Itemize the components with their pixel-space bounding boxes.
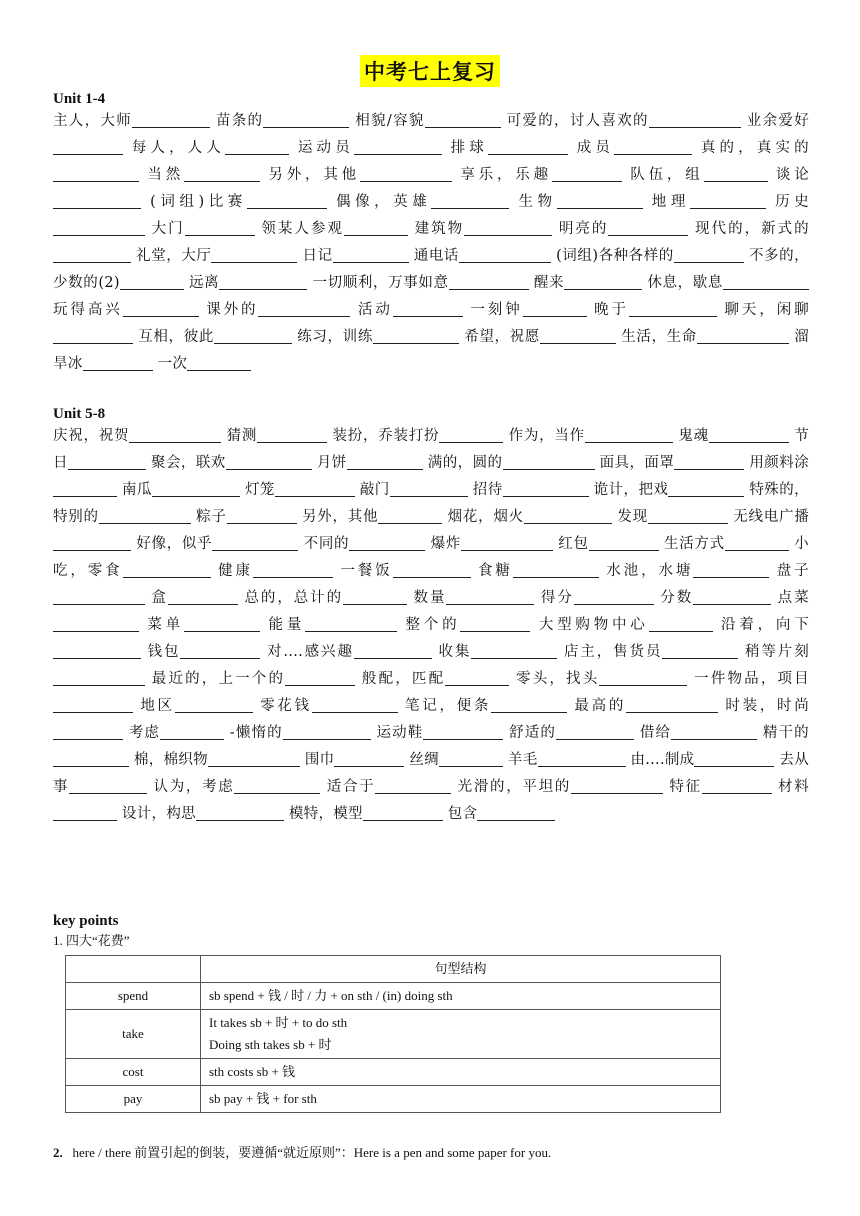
fill-in-blank[interactable] [557, 192, 643, 209]
fill-in-blank[interactable] [258, 300, 350, 317]
vocab-term: 业余爱好 [746, 113, 809, 129]
fill-in-blank[interactable] [334, 750, 404, 767]
vocab-term: 队伍，组 [630, 167, 704, 183]
fill-in-blank[interactable] [524, 507, 612, 524]
fill-in-blank[interactable] [68, 453, 146, 470]
fill-in-blank[interactable] [540, 327, 616, 344]
fill-in-blank[interactable] [123, 300, 199, 317]
vocab-term: 时装，时尚 [725, 698, 809, 714]
vocab-term: 玩得高兴 [53, 302, 123, 318]
verb-cell: pay [66, 1086, 201, 1113]
key-points-section [53, 912, 809, 949]
fill-in-blank[interactable] [53, 219, 145, 236]
vocab-term: 运动员 [297, 140, 354, 156]
vocab-term: 爆炸 [430, 536, 461, 552]
fill-in-blank[interactable] [185, 219, 255, 236]
pattern-cell [201, 1010, 721, 1059]
vocab-term: 聊天，闲聊 [724, 302, 809, 318]
fill-in-blank[interactable] [343, 588, 407, 605]
vocab-term: 互相，彼此 [138, 329, 214, 345]
vocab-term: 粽子 [196, 509, 227, 525]
vocab-term: 点菜 [777, 590, 809, 606]
fill-in-blank[interactable] [53, 588, 145, 605]
fill-in-blank[interactable] [196, 804, 284, 821]
fill-in-blank[interactable] [53, 138, 123, 155]
vocab-term: 一件物品，项目 [694, 671, 809, 687]
fill-in-blank[interactable] [564, 273, 642, 290]
fill-in-blank[interactable] [702, 777, 772, 794]
vocab-term: 真的，真实的 [700, 140, 809, 156]
fill-in-blank[interactable] [439, 426, 503, 443]
vocab-term: 可爱的，讨人喜欢的 [506, 113, 649, 129]
vocab-term: 庆祝，祝贺 [53, 428, 130, 444]
fill-in-blank[interactable] [344, 219, 408, 236]
fill-in-blank[interactable] [614, 138, 692, 155]
vocab-term: (词组)各种各样的 [556, 248, 674, 264]
fill-in-blank[interactable] [53, 327, 133, 344]
vocab-term: 去从事 [53, 752, 810, 795]
fill-in-blank[interactable] [694, 750, 774, 767]
vocab-term: 零花钱 [260, 698, 312, 714]
vocab-term: 好像，似乎 [136, 536, 213, 552]
fill-in-blank[interactable] [513, 561, 599, 578]
vocab-term: 用颜料涂 [749, 455, 809, 471]
fill-in-blank[interactable] [556, 723, 634, 740]
fill-in-blank[interactable] [333, 246, 409, 263]
title-wrap [0, 55, 860, 87]
vocab-term: 招待 [472, 482, 503, 498]
vocab-term: 晚于 [594, 302, 629, 318]
vocab-term: 运动鞋 [376, 725, 424, 741]
fill-in-blank[interactable] [674, 246, 744, 263]
pattern-line: sb spend + 钱 / 时 / 力 + on sth / (in) doing sth [209, 988, 453, 1003]
vocab-term: 主人，大师 [53, 113, 133, 129]
pattern-line: It takes sb + 时 + to do sth [209, 1015, 348, 1030]
unit-1-4-section [53, 90, 809, 378]
pattern-line: sb pay + 钱 + for sth [209, 1091, 317, 1106]
verb-cell: spend [66, 983, 201, 1010]
vocab-term: 课外的 [206, 302, 259, 318]
vocab-term: 远离 [189, 275, 220, 291]
fill-in-blank[interactable] [187, 354, 251, 371]
fill-in-blank[interactable] [99, 507, 191, 524]
fill-in-blank[interactable] [464, 219, 552, 236]
vocab-term: 考虑 [128, 725, 161, 741]
vocab-term: 能量 [268, 617, 306, 633]
fill-in-blank[interactable] [152, 480, 240, 497]
fill-in-blank[interactable] [488, 138, 568, 155]
fill-in-blank[interactable] [175, 696, 253, 713]
vocab-term: 材料 [778, 779, 810, 795]
vocab-term: 健康 [218, 563, 253, 579]
vocab-term: 得分 [540, 590, 574, 606]
fill-in-blank[interactable] [312, 696, 398, 713]
vocab-term: 丝绸 [409, 752, 439, 768]
fill-in-blank[interactable] [349, 534, 425, 551]
pattern-cell [201, 983, 721, 1010]
vocab-term: 菜单 [147, 617, 185, 633]
fill-in-blank[interactable] [571, 777, 663, 794]
fill-in-blank[interactable] [552, 165, 622, 182]
fill-in-blank[interactable] [649, 111, 741, 128]
table-header-cell: 句型结构 [201, 956, 721, 983]
fill-in-blank[interactable] [53, 246, 131, 263]
fill-in-blank[interactable] [363, 804, 443, 821]
fill-in-blank[interactable] [53, 615, 139, 632]
fill-in-blank[interactable] [305, 615, 397, 632]
vocab-term: 生活方式 [664, 536, 725, 552]
vocab-term: 通电话 [413, 248, 459, 264]
vocab-term: 收集 [438, 644, 472, 660]
vocab-term: 面具，面罩 [599, 455, 675, 471]
vocab-term: 地理 [651, 194, 690, 210]
vocab-term: 盒 [151, 590, 168, 606]
vocab-term: 由....制成 [630, 752, 695, 768]
fill-in-blank[interactable] [693, 588, 771, 605]
vocab-term: 红包 [558, 536, 589, 552]
vocab-term: 一刻钟 [470, 302, 523, 318]
fill-in-blank[interactable] [275, 480, 355, 497]
unit-1-4-heading: Unit 1-4 [53, 91, 106, 107]
spend-table [65, 955, 721, 1113]
fill-in-blank[interactable] [460, 615, 530, 632]
vocab-term: 发现 [617, 509, 648, 525]
vocab-term: 烟花，烟火 [447, 509, 524, 525]
pattern-line: Doing sth takes sb + 时 [209, 1037, 332, 1052]
fill-in-blank[interactable] [629, 300, 717, 317]
fill-in-blank[interactable] [208, 750, 300, 767]
pattern-cell [201, 1059, 721, 1086]
vocab-term: 南瓜 [122, 482, 152, 498]
vocab-term: 对....感兴趣 [266, 644, 354, 660]
fill-in-blank[interactable] [723, 273, 809, 290]
vocab-term: 钱包 [147, 644, 181, 660]
fill-in-blank[interactable] [227, 507, 297, 524]
fill-in-blank[interactable] [690, 192, 766, 209]
fill-in-blank[interactable] [184, 165, 260, 182]
vocab-term: 大型购物中心 [538, 617, 649, 633]
fill-in-blank[interactable] [725, 534, 789, 551]
fill-in-blank[interactable] [477, 804, 555, 821]
fill-in-blank[interactable] [53, 723, 123, 740]
fill-in-blank[interactable] [184, 615, 260, 632]
vocab-term: 店主，售货员 [563, 644, 663, 660]
vocab-term: 月饼 [316, 455, 347, 471]
fill-in-blank[interactable] [53, 480, 117, 497]
fill-in-blank[interactable] [439, 750, 503, 767]
fill-in-blank[interactable] [212, 534, 298, 551]
vocab-term: 精干的 [762, 725, 809, 741]
vocab-term: 包含 [447, 806, 478, 822]
fill-in-blank[interactable] [709, 426, 789, 443]
vocab-term: 稍等片刻 [744, 644, 810, 660]
fill-in-blank[interactable] [53, 534, 131, 551]
key-point-1: 1. 四大“花费” [53, 933, 130, 948]
fill-in-blank[interactable] [360, 165, 452, 182]
vocab-term: 一餐饭 [340, 563, 393, 579]
vocab-term: 鬼魂 [678, 428, 709, 444]
fill-in-blank[interactable] [253, 561, 333, 578]
vocab-term: 苗条的 [215, 113, 264, 129]
vocab-term: 数量 [413, 590, 447, 606]
vocab-term: 领某人参观 [261, 221, 344, 237]
fill-in-blank[interactable] [132, 111, 210, 128]
fill-in-blank[interactable] [523, 300, 587, 317]
table-header-empty [66, 956, 201, 983]
fill-in-blank[interactable] [263, 111, 349, 128]
vocab-term: 小吃，零食 [53, 536, 809, 579]
vocab-term: 练习，训练 [297, 329, 373, 345]
vocab-term: 围巾 [304, 752, 335, 768]
table-row [66, 1059, 721, 1086]
vocab-term: 棉，棉织物 [133, 752, 208, 768]
fill-in-blank[interactable] [226, 453, 312, 470]
vocab-term: 沿着，向下 [721, 617, 810, 633]
fill-in-blank[interactable] [393, 300, 463, 317]
fill-in-blank[interactable] [589, 534, 659, 551]
fill-in-blank[interactable] [168, 588, 238, 605]
fill-in-blank[interactable] [69, 777, 147, 794]
unit-1-4-vocab [53, 108, 809, 378]
vocab-term: 谈论 [775, 167, 810, 183]
fill-in-blank[interactable] [354, 138, 442, 155]
vocab-term: -懒惰的 [229, 725, 283, 741]
vocab-term: 排球 [450, 140, 488, 156]
vocab-term: 休息，歇息 [647, 275, 723, 291]
vocab-term: 最高的 [574, 698, 627, 714]
fill-in-blank[interactable] [668, 480, 744, 497]
fill-in-blank[interactable] [247, 192, 327, 209]
fill-in-blank[interactable] [449, 273, 529, 290]
fill-in-blank[interactable] [674, 453, 744, 470]
vocab-term: 另外，其他 [268, 167, 360, 183]
vocab-term: 适合于 [326, 779, 376, 795]
fill-in-blank[interactable] [53, 165, 139, 182]
vocab-term: 一切顺利，万事如意 [312, 275, 449, 291]
vocab-term: 明亮的 [558, 221, 609, 237]
fill-in-blank[interactable] [649, 615, 713, 632]
vocab-term: 水池，水塘 [606, 563, 694, 579]
fill-in-blank[interactable] [585, 426, 673, 443]
fill-in-blank[interactable] [693, 561, 769, 578]
fill-in-blank[interactable] [53, 804, 117, 821]
fill-in-blank[interactable] [180, 642, 260, 659]
fill-in-blank[interactable] [53, 192, 141, 209]
vocab-term: 相貌/容貌 [355, 113, 425, 129]
vocab-term: 零头，找头 [516, 671, 600, 687]
vocab-term: 醒来 [533, 275, 565, 291]
table-row [66, 1010, 721, 1059]
fill-in-blank[interactable] [648, 507, 728, 524]
fill-in-blank[interactable] [538, 750, 626, 767]
vocab-term: 笔记，便条 [405, 698, 492, 714]
fill-in-blank[interactable] [214, 327, 292, 344]
fill-in-blank[interactable] [423, 723, 503, 740]
vocab-term: 地区 [140, 698, 175, 714]
vocab-term: 成员 [576, 140, 615, 156]
vocab-term: 聚会，联欢 [151, 455, 226, 471]
fill-in-blank[interactable] [53, 669, 145, 686]
vocab-term: 偶像，英雄 [336, 194, 432, 210]
fill-in-blank[interactable] [123, 561, 211, 578]
vocab-term: 礼堂，大厅 [136, 248, 212, 264]
fill-in-blank[interactable] [446, 588, 534, 605]
vocab-term: 大门 [151, 221, 185, 237]
vocab-term: 特征 [669, 779, 702, 795]
fill-in-blank[interactable] [375, 777, 451, 794]
vocab-term: 敲门 [359, 482, 390, 498]
unit-5-8-vocab [53, 423, 809, 828]
fill-in-blank[interactable] [225, 138, 289, 155]
fill-in-blank[interactable] [704, 165, 768, 182]
vocab-term: 日记 [302, 248, 333, 264]
vocab-term: 另外，其他 [302, 509, 379, 525]
vocab-term: 设计，构思 [121, 806, 196, 822]
fill-in-blank[interactable] [626, 696, 718, 713]
fill-in-blank[interactable] [608, 219, 688, 236]
vocab-term: 活动 [357, 302, 393, 318]
vocab-term: 享乐，乐趣 [460, 167, 552, 183]
vocab-term: 灯笼 [244, 482, 275, 498]
verb-cell: cost [66, 1059, 201, 1086]
pattern-line: sth costs sb + 钱 [209, 1064, 296, 1079]
fill-in-blank[interactable] [697, 327, 789, 344]
page-title: 中考七上复习 [360, 55, 500, 87]
vocab-term: 模特，模型 [288, 806, 363, 822]
fill-in-blank[interactable] [53, 642, 141, 659]
vocab-term: 当然 [147, 167, 185, 183]
fill-in-blank[interactable] [129, 426, 221, 443]
unit-5-8-heading: Unit 5-8 [53, 406, 106, 422]
fill-in-blank[interactable] [599, 669, 687, 686]
fill-in-blank[interactable] [431, 192, 509, 209]
vocab-term: 猜测 [226, 428, 258, 444]
fill-in-blank[interactable] [83, 354, 153, 371]
vocab-term: 建筑物 [414, 221, 465, 237]
fill-in-blank[interactable] [283, 723, 371, 740]
fill-in-blank[interactable] [285, 669, 355, 686]
vocab-term: 盘子 [776, 563, 809, 579]
fill-in-blank[interactable] [461, 534, 553, 551]
vocab-term: 溜旱冰 [53, 329, 810, 372]
vocab-term: 羊毛 [507, 752, 538, 768]
vocab-term: 认为，考虑 [153, 779, 235, 795]
vocab-term: 装扮，乔装打扮 [332, 428, 440, 444]
vocab-term: 借给 [639, 725, 672, 741]
verb-cell: take [66, 1010, 201, 1059]
vocab-term: 希望，祝愿 [464, 329, 540, 345]
fill-in-blank[interactable] [373, 327, 459, 344]
vocab-term: 总的，总计的 [244, 590, 344, 606]
key-point-2-text: here / there 前置引起的倒装，要遵循“就近原则”：Here is a pen and some paper for you. [72, 1145, 552, 1160]
vocab-term: 最近的，上一个的 [151, 671, 286, 687]
key-point-2-number: 2. [53, 1145, 63, 1160]
fill-in-blank[interactable] [347, 453, 423, 470]
vocab-term: 整个的 [405, 617, 461, 633]
vocab-term: 历史 [775, 194, 809, 210]
vocab-term: 不多的，少数的(2) [53, 248, 809, 291]
vocab-term: 食糖 [478, 563, 513, 579]
fill-in-blank[interactable] [160, 723, 224, 740]
vocab-term: 分数 [660, 590, 694, 606]
fill-in-blank[interactable] [491, 696, 567, 713]
fill-in-blank[interactable] [662, 642, 738, 659]
table-header-row [66, 956, 721, 983]
vocab-term: 节日 [53, 428, 810, 471]
vocab-term: 不同的 [303, 536, 350, 552]
table-row [66, 1086, 721, 1113]
table-row [66, 983, 721, 1010]
fill-in-blank[interactable] [211, 246, 297, 263]
vocab-term: 舒适的 [509, 725, 557, 741]
fill-in-blank[interactable] [219, 273, 307, 290]
fill-in-blank[interactable] [459, 246, 551, 263]
key-point-2 [53, 1142, 551, 1161]
fill-in-blank[interactable] [390, 480, 468, 497]
pattern-cell [201, 1086, 721, 1113]
vocab-term: 般配，匹配 [361, 671, 446, 687]
vocab-term: 满的，圆的 [427, 455, 503, 471]
fill-in-blank[interactable] [503, 453, 595, 470]
fill-in-blank[interactable] [234, 777, 320, 794]
vocab-term: 作为，当作 [508, 428, 585, 444]
vocab-term: 生活，生命 [621, 329, 697, 345]
fill-in-blank[interactable] [425, 111, 501, 128]
vocab-term: 光滑的，平坦的 [457, 779, 571, 795]
vocab-term: 诡计，把戏 [593, 482, 669, 498]
fill-in-blank[interactable] [120, 273, 184, 290]
unit-5-8-section [53, 405, 809, 828]
fill-in-blank[interactable] [53, 696, 133, 713]
fill-in-blank[interactable] [445, 669, 509, 686]
fill-in-blank[interactable] [354, 642, 432, 659]
fill-in-blank[interactable] [574, 588, 654, 605]
fill-in-blank[interactable] [503, 480, 589, 497]
fill-in-blank[interactable] [671, 723, 757, 740]
vocab-term: 生物 [518, 194, 557, 210]
vocab-term: 一次 [157, 356, 188, 372]
vocab-term: 特殊的，特别的 [53, 482, 809, 525]
fill-in-blank[interactable] [257, 426, 327, 443]
vocab-term: 现代的，新式的 [695, 221, 809, 237]
fill-in-blank[interactable] [378, 507, 442, 524]
fill-in-blank[interactable] [53, 750, 129, 767]
vocab-term: 每人，人人 [131, 140, 226, 156]
key-points-heading: key points [53, 913, 119, 929]
vocab-term: (词组)比赛 [150, 194, 247, 210]
vocab-term: 无线电广播 [733, 509, 810, 525]
fill-in-blank[interactable] [471, 642, 557, 659]
fill-in-blank[interactable] [393, 561, 471, 578]
